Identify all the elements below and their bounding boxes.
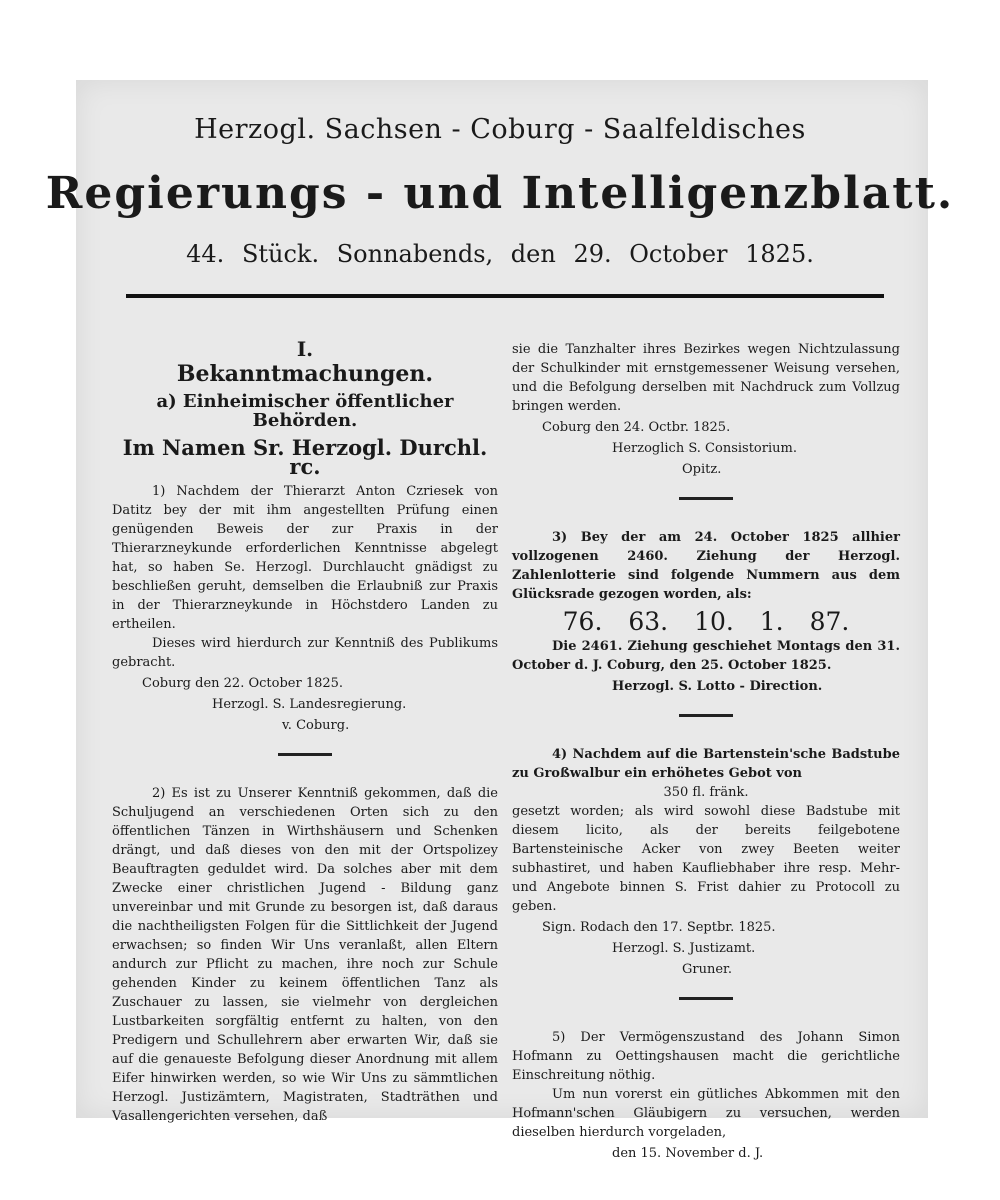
notice-5-date: den 15. November d. J. [612,1146,764,1161]
section-number: I. [296,337,314,361]
issue-line [0,240,1000,268]
notice-2-signer: Opitz. [682,462,722,477]
notice-1-text: 1) Nachdem der Thierarzt Anton Czriesek von Datitz bey der mit ihm angestellten Prüfung einen genügenden Beweis der zur Praxis in der Thierarzneykunde erforderlichen Kenntnisse abgelegt hat, so haben Se. Herzogl. Durchlaucht gnädigst zu beschließen geruht, demselben die Erlaubniß zur Praxis in der Thierarzneykunde in Höchstdero Landen zu ertheilen. [112,484,498,632]
notice-1-publish: Dieses wird hierdurch zur Kenntniß des Publikums gebracht. [112,636,498,670]
decree-heading: Im Namen Sr. Herzogl. Durchl. rc. [122,435,488,479]
subsection-title: a) Einheimischer öffentlicher Behörden. [156,391,454,431]
notice-2-text: 2) Es ist zu Unserer Kenntniß gekommen, daß die Schuljugend an verschiedenen Orten sich zu den öffentlichen Tänzen in Wirthshäusern und Schenken drängt, und daß dieses von den mit der Ortspolizey Beauftragten geduldet wird. Da solches aber mit dem Zwecke einer christlichen Jugend - Bildung ganz unvereinbar und mit Grunde zu besorgen ist, daß daraus die nachtheiligsten Folgen für die Sittlichkeit der Jugend erwachsen; so finden Wir Uns veranlaßt, allen Eltern andurch zur Pflicht zu machen, ihre noch zur Schule gehenden Kinder zu keinem öffentlichen Tanz als Zuschauer zu lassen, sie vielmehr von dergleichen Lustbarkeiten sorgfältig entfernt zu halten, von den Predigern und Schullehrern aber erwarten Wir, daß sie auf die genaueste Befolgung dieser Anordnung mit allem Eifer hinwirken werden, so wie Wir Uns zu sämmtlichen Herzogl. Justizämtern, Magistraten, Stadträthen und Vasallengerichten versehen, daß [112,786,498,1124]
right-column [512,340,900,1163]
separator [278,753,332,756]
separator [679,997,733,1000]
notice-4-authority: Herzogl. S. Justizamt. [612,941,756,956]
notice-5-text: 5) Der Vermögenszustand des Johann Simon Hofmann zu Oettingshausen macht die gerichtliche Einschreitung nöthig. [512,1030,900,1083]
separator [679,497,733,500]
notice-2-place-date: Coburg den 24. Octbr. 1825. [542,420,731,435]
notice-2-authority: Herzoglich S. Consistorium. [612,441,797,456]
masthead-subtitle: Herzogl. Sachsen - Coburg - Saalfeldisches [194,114,806,145]
masthead-rule [126,294,884,298]
issue-number: 44. Stück. [186,240,320,268]
section-title: Bekanntmachungen. [176,361,434,387]
notice-2-continuation: sie die Tanzhalter ihres Bezirkes wegen Nichtzulassung der Schulkinder mit ernstgemessener Weisung versehen, und die Befolgung derselben mit Nachdruck zum Vollzug bringen werden. [512,342,900,414]
notice-1-place-date: Coburg den 22. October 1825. [142,676,344,691]
notice-4-signer: Gruner. [682,962,732,977]
notice-3-next-draw: Die 2461. Ziehung geschiehet Montags den 31. October d. J. Coburg, den 25. October 1825. [512,639,900,673]
masthead-title: Regierungs - und Intelligenzblatt. [45,168,955,219]
notice-5-text-2: Um nun vorerst ein gütliches Abkommen mit den Hofmann'schen Gläubigern zu versuchen, werden dieselben hierdurch vorgeladen, [512,1087,900,1140]
notice-4-text: 4) Nachdem auf die Bartenstein'sche Badstube zu Großwalbur ein erhöhetes Gebot von [512,747,900,781]
notice-4-amount: 350 fl. fränk. [663,785,749,800]
notice-4-place-date: Sign. Rodach den 17. Septbr. 1825. [542,920,776,935]
lottery-numbers: 76. 63. 10. 1. 87. [562,607,850,636]
notice-4-text-2: gesetzt worden; als wird sowohl diese Badstube mit diesem licito, als der bereits feilgebotene Bartensteinische Acker von zwey Beeten weiter subhastiret, und haben Kaufliebhaber ihre resp. Mehr- und Angebote binnen S. Frist dahier zu Protocoll zu geben. [512,804,900,914]
notice-1-authority: Herzogl. S. Landesregierung. [212,697,407,712]
notice-1-signer: v. Coburg. [282,718,350,733]
notice-3-authority: Herzogl. S. Lotto - Direction. [612,679,823,694]
separator [679,714,733,717]
notice-3-text: 3) Bey der am 24. October 1825 allhier vollzogenen 2460. Ziehung der Herzogl. Zahlenlotterie sind folgende Nummern aus dem Glücksrade gezogen worden, als: [512,530,900,602]
left-column [112,337,498,1126]
issue-date: Sonnabends, den 29. October 1825. [336,240,814,268]
